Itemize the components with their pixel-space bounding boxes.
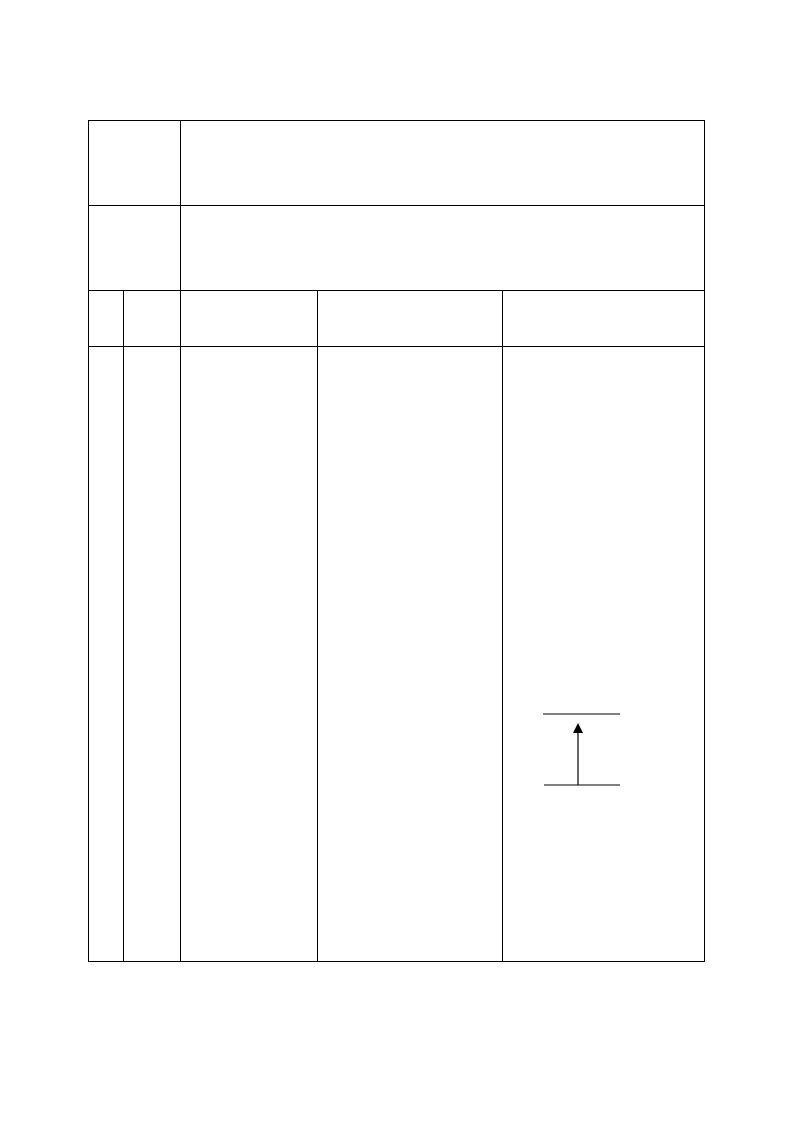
content-column-divider	[317, 290, 318, 962]
arrow-head-icon	[573, 723, 583, 733]
method-column-divider	[502, 290, 503, 962]
movement-direction-diagram	[528, 705, 628, 790]
two-column-formation-diagram	[528, 800, 628, 910]
time-column-divider	[180, 290, 181, 962]
order-column-divider	[123, 290, 124, 962]
label-column-divider	[180, 120, 181, 290]
two-row-formation-diagram	[502, 410, 705, 490]
lesson-plan-table	[88, 120, 706, 963]
